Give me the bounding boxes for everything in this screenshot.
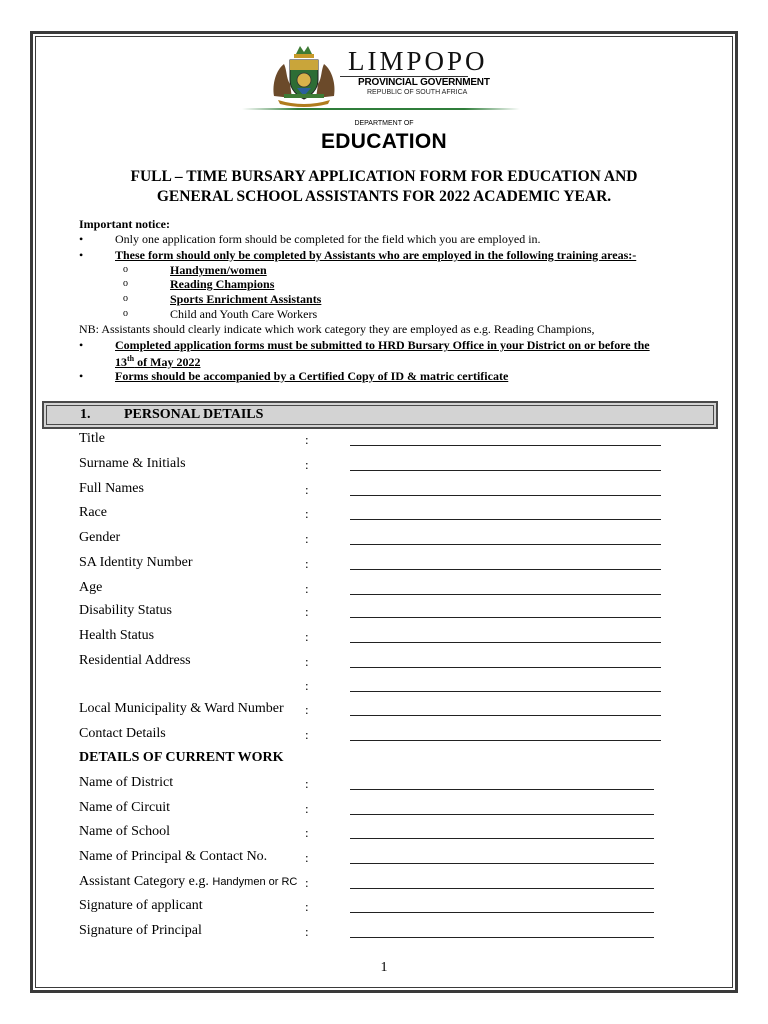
bullet-icon: • [79, 369, 84, 383]
field-colon: : [305, 556, 309, 571]
field-label: Contact Details [79, 726, 166, 741]
field-input-line[interactable] [350, 569, 661, 570]
field-colon: : [305, 924, 309, 939]
field-colon: : [305, 875, 309, 890]
form-title-line2: GENERAL SCHOOL ASSISTANTS FOR 2022 ACADEMIC YEAR. [156, 188, 612, 205]
field-label: Name of District [79, 775, 174, 790]
sub-bullet-icon: o [123, 278, 128, 289]
form-title [60, 167, 708, 207]
field-colon: : [305, 825, 309, 840]
field-input-line[interactable] [350, 740, 661, 741]
section-number: 1. [80, 407, 91, 422]
field-label: Title [79, 431, 105, 446]
deadline-rest: of May 2022 [134, 355, 201, 369]
field-colon: : [305, 531, 309, 546]
field-colon: : [305, 604, 309, 619]
field-colon: : [305, 581, 309, 596]
field-input-line[interactable] [350, 937, 654, 938]
sub-bullet-icon: o [123, 264, 128, 275]
field-input-line[interactable] [350, 863, 654, 864]
field-input-line[interactable] [350, 888, 654, 889]
field-label: Name of School [79, 824, 170, 839]
field-label: Gender [79, 530, 121, 545]
field-colon: : [305, 482, 309, 497]
field-input-line[interactable] [350, 470, 661, 471]
field-input-line[interactable] [350, 789, 654, 790]
field-label: Health Status [79, 628, 155, 643]
sub-bullet-icon: o [123, 308, 128, 319]
notice-item-4: Forms should be accompanied by a Certified Copy of ID & matric certificate [115, 369, 509, 383]
province-name: LIMPOPO [348, 46, 488, 76]
field-input-line[interactable] [350, 642, 661, 643]
green-accent-line [242, 108, 520, 110]
field-colon: : [305, 629, 309, 644]
field-colon: : [305, 899, 309, 914]
area-item: Handymen/women [170, 263, 267, 277]
field-input-line[interactable] [350, 594, 661, 595]
field-input-line[interactable] [350, 691, 661, 692]
field-colon: : [305, 801, 309, 816]
bullet-icon: • [79, 248, 84, 262]
field-colon: : [305, 702, 309, 717]
field-label: SA Identity Number [79, 555, 193, 570]
field-label: Race [79, 505, 107, 520]
field-colon: : [305, 432, 309, 447]
sub-bullet-icon: o [123, 293, 128, 304]
field-label: Residential Address [79, 653, 191, 668]
field-colon: : [305, 457, 309, 472]
deadline-suffix: th [127, 354, 135, 363]
notice-item-1: Only one application form should be completed for the field which you are employed in. [115, 232, 541, 246]
field-input-line[interactable] [350, 667, 661, 668]
bullet-icon: • [79, 338, 84, 352]
field-input-line[interactable] [350, 617, 661, 618]
notice-heading: Important notice: [79, 217, 170, 231]
field-label [79, 874, 297, 890]
field-label: Signature of applicant [79, 898, 203, 913]
field-input-line[interactable] [350, 912, 654, 913]
coat-of-arms-icon [270, 44, 338, 108]
area-item: Sports Enrichment Assistants [170, 292, 322, 306]
field-colon: : [305, 850, 309, 865]
field-input-line[interactable] [350, 838, 654, 839]
field-label: Name of Circuit [79, 800, 170, 815]
field-label: Age [79, 580, 103, 595]
field-input-line[interactable] [350, 814, 654, 815]
deadline-day: 13 [115, 355, 127, 369]
field-label: Full Names [79, 481, 144, 496]
bullet-icon: • [79, 232, 84, 246]
field-input-line[interactable] [350, 544, 661, 545]
field-label: Disability Status [79, 603, 172, 618]
field-colon: : [305, 776, 309, 791]
work-details-heading: DETAILS OF CURRENT WORK [79, 750, 284, 765]
department-name: EDUCATION [321, 130, 447, 153]
republic-label: REPUBLIC OF SOUTH AFRICA [367, 89, 468, 96]
area-item: Child and Youth Care Workers [170, 307, 318, 321]
page-number: 1 [380, 960, 388, 975]
field-input-line[interactable] [350, 715, 661, 716]
field-input-line[interactable] [350, 495, 661, 496]
field-colon: : [305, 654, 309, 669]
field-colon: : [305, 678, 309, 693]
provincial-government-label: PROVINCIAL GOVERNMENT [358, 77, 490, 88]
field-colon: : [305, 727, 309, 742]
field-label: Surname & Initials [79, 456, 186, 471]
field-label-text: Assistant Category e.g. [79, 874, 213, 889]
form-title-line1: FULL – TIME BURSARY APPLICATION FORM FOR EDUCATION AND [130, 168, 638, 185]
category-example: Handymen or RC [212, 876, 298, 888]
field-label: Name of Principal & Contact No. [79, 849, 268, 864]
notice-item-3-date [115, 352, 200, 369]
field-label: Signature of Principal [79, 923, 202, 938]
field-colon: : [305, 506, 309, 521]
notice-item-3: Completed application forms must be submitted to HRD Bursary Office in your District on or before the [115, 338, 650, 352]
area-item: Reading Champions [170, 277, 275, 291]
field-input-line[interactable] [350, 519, 661, 520]
section-title: PERSONAL DETAILS [124, 407, 264, 422]
department-of-label: DEPARTMENT OF [354, 120, 414, 127]
nb-note: NB: Assistants should clearly indicate which work category they are employed as e.g. Reading Champions, [79, 322, 595, 336]
notice-item-2: These form should only be completed by Assistants who are employed in the following training areas:- [115, 248, 637, 262]
field-label: Local Municipality & Ward Number [79, 701, 284, 716]
field-input-line[interactable] [350, 445, 661, 446]
